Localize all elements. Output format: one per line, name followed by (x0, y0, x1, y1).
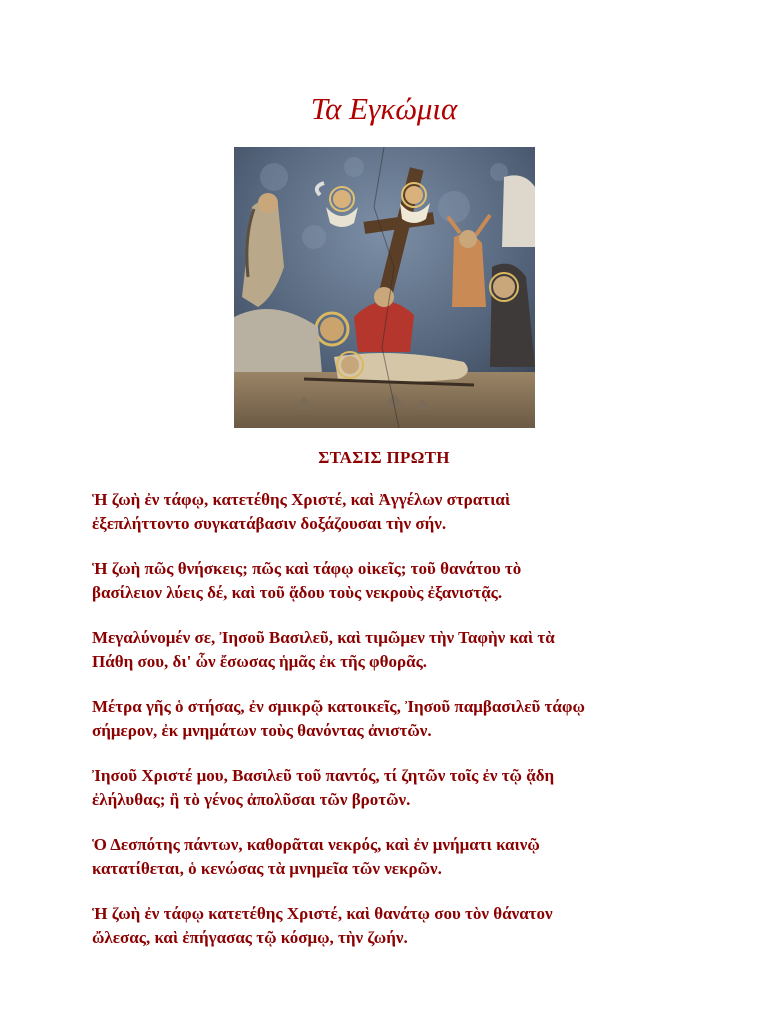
verse-6: Ὁ Δεσπότης πάντων, καθορᾶται νεκρός, καὶ ἐν μνήματι καινῷ κατατίθεται, ὁ κενώσας τὰ μνημεῖα τῶν νεκρῶν. (92, 835, 540, 878)
verse-5: Ἰησοῦ Χριστέ μου, Βασιλεῦ τοῦ παντός, τί ζητῶν τοῖς ἐν τῷ ᾅδη ἐλήλυθας; ἢ τὸ γένος ἀπολῦσαι τῶν βροτῶν. (92, 766, 555, 809)
verse-2: Ἡ ζωὴ πῶς θνήσκεις; πῶς καὶ τάφῳ οἰκεῖς; τοῦ θανάτου τὸ βασίλειον λύεις δέ, καὶ τοῦ ᾅδου τοὺς νεκροὺς ἐξανιστᾷς. (92, 559, 522, 602)
verse-3: Μεγαλύνομέν σε, Ἰησοῦ Βασιλεῦ, καὶ τιμῶμεν τὴν Ταφὴν καὶ τὰ Πάθη σου, δι' ὧν ἔσωσας ἡμᾶς ἐκ τῆς φθορᾶς. (92, 628, 555, 671)
verse-7: Ἡ ζωὴ ἐν τάφῳ κατετέθης Χριστέ, καὶ θανάτῳ σου τὸν θάνατον ὤλεσας, καὶ ἐπήγασας τῷ κόσμῳ, τὴν ζωήν. (92, 904, 553, 947)
verse-1: Ἡ ζωὴ ἐν τάφῳ, κατετέθης Χριστέ, καὶ Ἀγγέλων στρατιαὶ ἐξεπλήττοντο συγκατάβασιν δοξάζουσαι τὴν σήν. (92, 490, 511, 533)
page-title: Τα Εγκώμια (310, 91, 458, 126)
section-heading: ΣΤΑΣΙΣ ΠΡΩΤΗ (318, 448, 450, 467)
verses-list (92, 488, 692, 971)
verse-4: Μέτρα γῆς ὁ στήσας, ἐν σμικρῷ κατοικεῖς, Ἰησοῦ παμβασιλεῦ τάφῳ σήμερον, ἐκ μνημάτων τοὺς θανόντας ἀνιστῶν. (92, 697, 585, 740)
lamentation-fresco-image (234, 147, 535, 428)
